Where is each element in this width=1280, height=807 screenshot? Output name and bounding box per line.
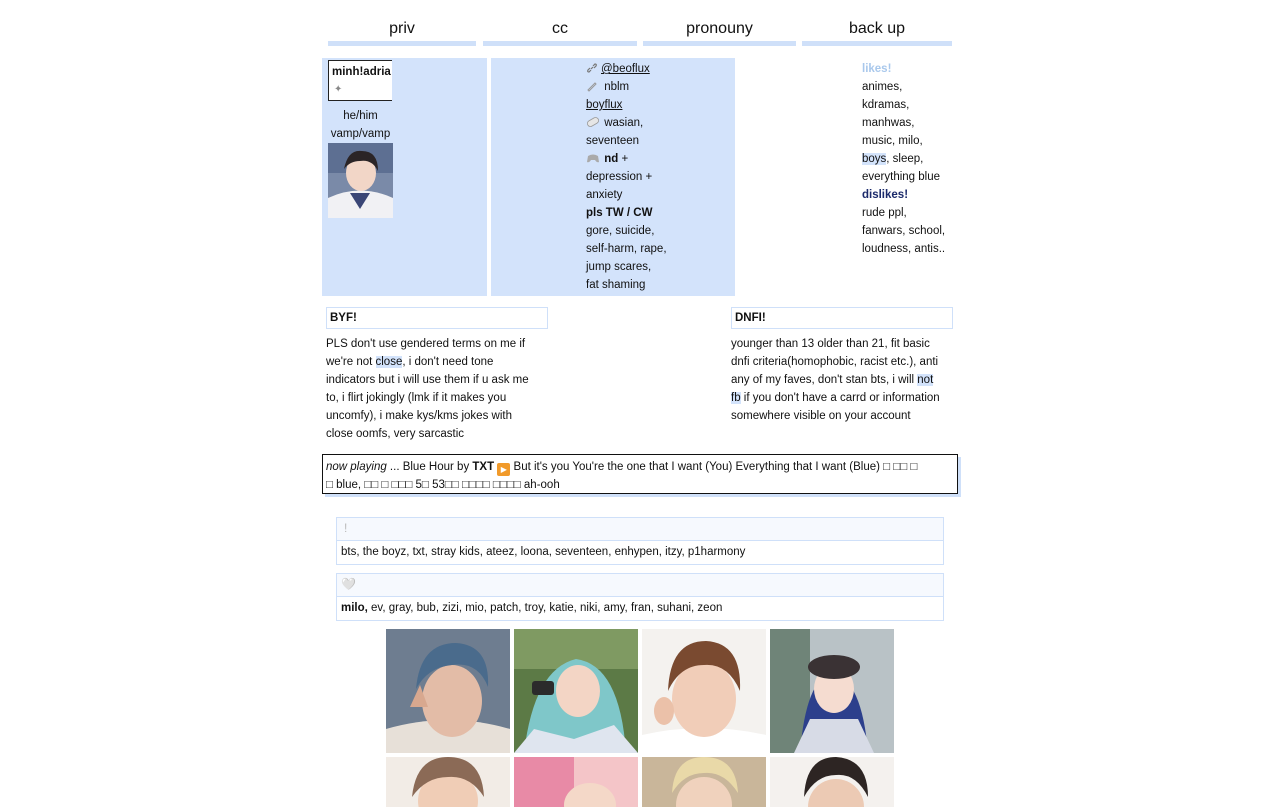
handle-link[interactable]: @beoflux	[601, 63, 650, 75]
nblm-label: nblm	[604, 81, 630, 93]
fav-people-list	[336, 597, 944, 621]
dnfi-line: fb if you don't have a carrd or information	[731, 392, 940, 404]
likes-title: likes!	[862, 63, 892, 75]
boyflux-link[interactable]: boyflux	[586, 99, 623, 111]
photo-tile	[770, 629, 894, 753]
group-label: seventeen	[586, 135, 640, 147]
photo-tile	[642, 629, 766, 753]
fav-people-text: ev, gray, bub, zizi, mio, patch, troy, katie, niki, amy, fran, suhani, zeon	[367, 602, 723, 614]
highlight-not: not	[917, 374, 934, 386]
wasian-row	[586, 114, 643, 132]
fav-groups-list: bts, the boyz, txt, stray kids, ateez, loona, seventeen, enhypen, itzy, p1harmony	[336, 541, 944, 565]
handle-row	[586, 60, 650, 78]
bandage-icon	[586, 116, 598, 128]
artist-name: TXT	[472, 461, 495, 473]
tab-underline	[483, 41, 637, 46]
profile-pronouns-extra: vamp/vamp	[330, 128, 391, 140]
profile-name-box	[328, 60, 392, 101]
byf-header: BYF!	[326, 307, 548, 329]
fav-groups-header	[336, 517, 944, 541]
gamepad-icon	[586, 152, 598, 164]
tab-back-up[interactable]	[802, 20, 952, 46]
pencil-icon	[586, 80, 598, 92]
highlight-close: close	[375, 356, 403, 368]
nd-plus: +	[618, 153, 629, 165]
tw-title: pls TW / CW	[586, 207, 653, 219]
photo-tile	[514, 629, 638, 753]
byf-line: PLS don't use gendered terms on me if	[326, 338, 526, 350]
dnfi-line: somewhere visible on your account	[731, 410, 911, 422]
anxiety-label: anxiety	[586, 189, 623, 201]
tab-priv-label: priv	[389, 20, 415, 37]
wasian-label: wasian,	[604, 117, 644, 129]
tab-cc[interactable]	[483, 20, 637, 46]
lyrics-text: But it's you You're the one that I want (You) Everything that I want (Blue) □ □□ □	[510, 461, 918, 473]
likes-item: everything blue	[862, 171, 940, 183]
byf-line: to, i flirt jokingly (lmk if it makes you	[326, 392, 507, 404]
tab-priv[interactable]	[328, 20, 476, 46]
nd-label: nd	[604, 153, 619, 165]
fav-people-header	[336, 573, 944, 597]
sparkle-icon: ✦	[334, 84, 343, 95]
boyflux-row	[586, 96, 622, 114]
exclamation-icon: !	[344, 521, 348, 535]
dislikes-item: fanwars, school,	[862, 225, 946, 237]
tw-item: fat shaming	[586, 279, 646, 291]
now-playing-label: now playing	[326, 461, 387, 473]
byf-line: close oomfs, very sarcastic	[326, 428, 465, 440]
tab-underline	[328, 41, 476, 46]
tw-item: self-harm, rape,	[586, 243, 667, 255]
tw-item: gore, suicide,	[586, 225, 655, 237]
link-icon	[586, 62, 598, 74]
dnfi-line: any of my faves, don't stan bts, i will not	[731, 374, 934, 386]
dnfi-line: dnfi criteria(homophobic, racist etc.), anti	[731, 356, 939, 368]
byf-line: we're not close, i don't need tone	[326, 356, 494, 368]
fav-people-bold: milo,	[341, 602, 368, 614]
nblm-row	[586, 78, 629, 96]
likes-item	[862, 150, 923, 168]
dislikes-title: dislikes!	[862, 189, 909, 201]
highlight-fb: fb	[731, 392, 741, 404]
dnfi-header: DNFI!	[731, 307, 953, 329]
depression-label: depression +	[586, 171, 653, 183]
byf-line: uncomfy), i make kys/kms jokes with	[326, 410, 512, 422]
now-playing-box	[322, 454, 958, 494]
dislikes-item: loudness, antis..	[862, 243, 946, 255]
nd-row	[586, 150, 628, 168]
profile-pronouns: he/him	[343, 110, 378, 122]
lyrics-text: □ blue, □□ □ □□□ 5□ 53□□ □□□□ □□□□ ah-ooh	[326, 479, 560, 491]
likes-item: kdramas,	[862, 99, 910, 111]
tab-cc-label: cc	[552, 20, 568, 37]
likes-sleep: , sleep,	[886, 153, 924, 165]
play-icon[interactable]: ▶	[497, 463, 510, 476]
tw-item: jump scares,	[586, 261, 652, 273]
dislikes-item: rude ppl,	[862, 207, 907, 219]
likes-item: animes,	[862, 81, 903, 93]
tab-underline	[643, 41, 796, 46]
byf-text	[326, 335, 556, 443]
tab-pronouny-label: pronouny	[686, 20, 753, 37]
dnfi-text	[731, 335, 961, 425]
likes-item: manhwas,	[862, 117, 915, 129]
byf-line: indicators but i will use them if u ask me	[326, 374, 529, 386]
tab-pronouny[interactable]	[643, 20, 796, 46]
photo-tile	[386, 629, 510, 753]
tab-underline	[802, 41, 952, 46]
highlight-boys: boys	[862, 153, 887, 165]
profile-name: minh!adria	[332, 66, 391, 78]
tab-back-up-label: back up	[848, 20, 906, 37]
likes-item: music, milo,	[862, 135, 923, 147]
heart-icon: 🤍	[341, 577, 356, 591]
now-playing-line: now playing ... Blue Hour by TXT ▶ But it's you You're the one that I want (You) Everything that I want (Blue) □ □□ □	[326, 461, 918, 474]
profile-photo	[328, 143, 393, 218]
dnfi-line: younger than 13 older than 21, fit basic	[731, 338, 930, 350]
